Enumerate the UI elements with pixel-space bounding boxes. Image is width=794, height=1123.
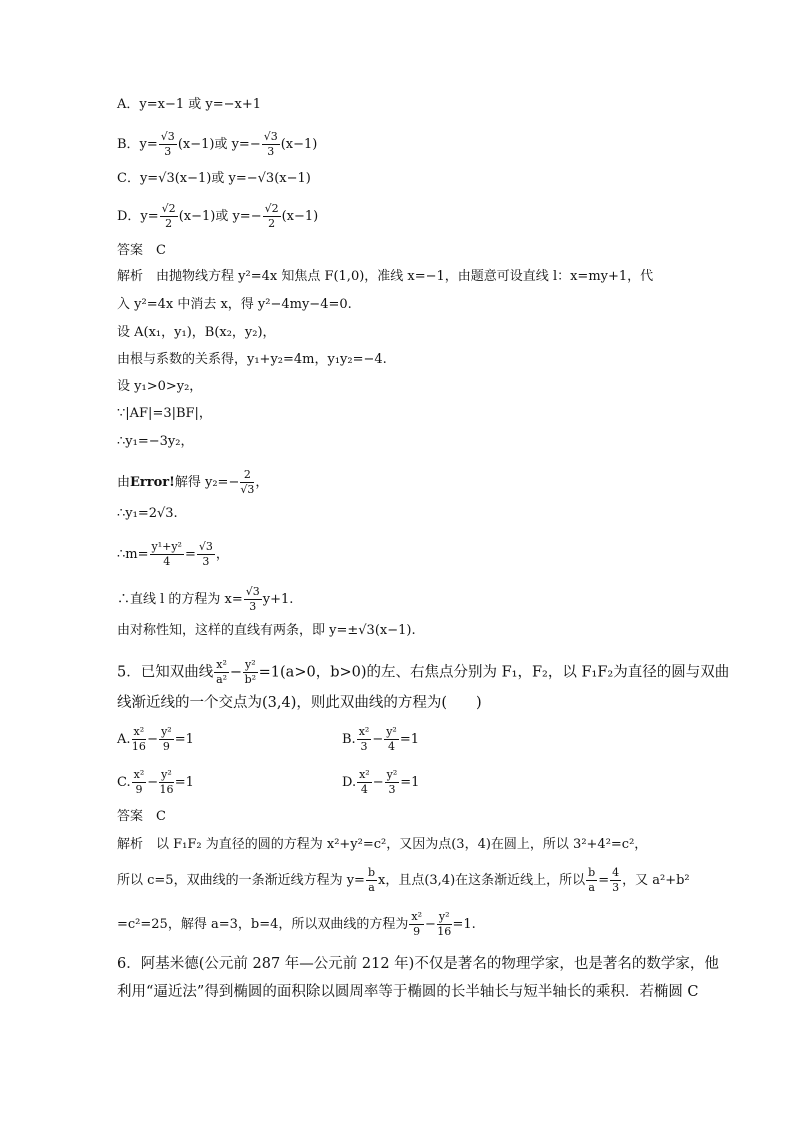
q4-solution-line-12: 由对称性知，这样的直线有两条，即 y=±√3(x−1). — [117, 623, 416, 638]
text: ， — [215, 547, 229, 562]
text: − — [147, 775, 159, 790]
denominator: 9 — [162, 740, 170, 753]
text: =1 — [399, 732, 420, 747]
fraction — [240, 468, 254, 497]
denominator: 9 — [413, 925, 421, 938]
text: y+1. — [262, 592, 294, 607]
q4-option-c: C．y=√3(x−1)或 y=−√3(x−1) — [117, 171, 311, 186]
fraction — [357, 725, 372, 754]
denominator: 3 — [202, 555, 210, 568]
option-label: A. — [117, 732, 131, 747]
numerator: √2 — [264, 202, 279, 215]
numerator: √3 — [245, 585, 260, 598]
error-text: Error! — [130, 475, 175, 490]
q5-option-d — [342, 768, 419, 797]
numerator: √3 — [263, 130, 278, 143]
q6-stem-line-2: 利用“逼近法”得到椭圆的面积除以圆周率等于椭圆的长半轴长与短半轴长的乘积．若椭圆 C — [117, 984, 699, 1000]
numerator: y¹+y² — [151, 540, 182, 553]
q5-option-c — [117, 768, 194, 797]
option-label: B. — [342, 732, 356, 747]
denominator: 16 — [437, 925, 452, 938]
q5-option-b — [342, 725, 419, 754]
q5-solution-line-3 — [117, 910, 476, 939]
q4-solution-line-5: 设 y₁>0>y₂， — [117, 379, 203, 394]
q4-solution-line-7: ∴y₁=−3y₂， — [117, 434, 194, 449]
denominator: 3 — [267, 145, 275, 158]
numerator: y² — [161, 725, 172, 738]
text: 由 — [117, 475, 131, 490]
denominator: a — [588, 881, 595, 894]
fraction — [385, 768, 400, 797]
text: ∴m= — [117, 547, 149, 562]
denominator: 3 — [360, 740, 368, 753]
text: − — [424, 917, 436, 932]
option-label: C. — [117, 775, 131, 790]
q4-option-b-prefix: B．y= — [117, 137, 158, 152]
q5-stem-line-1 — [117, 658, 729, 687]
text: − — [372, 775, 384, 790]
numerator: √2 — [161, 202, 176, 215]
numerator: √3 — [160, 130, 175, 143]
fraction — [610, 866, 621, 895]
q4-solution-line-2: 入 y²=4x 中消去 x，得 y²−4my−4=0. — [117, 297, 352, 312]
denominator: 2 — [165, 217, 173, 230]
denominator: 4 — [360, 783, 368, 796]
q4-solution-line-11 — [117, 585, 293, 614]
denominator: 4 — [163, 555, 171, 568]
numerator: √3 — [198, 540, 213, 553]
text: = — [598, 873, 610, 888]
q4-option-d-middle: (x−1)或 y=− — [178, 209, 262, 224]
text: =c²=25，解得 a=3，b=4，所以双曲线的方程为 — [117, 917, 409, 932]
text: =1 — [174, 732, 194, 747]
numerator: y² — [386, 768, 398, 781]
text: ，又 a²+b² — [622, 873, 690, 888]
q4-option-a: A．y=x−1 或 y=−x+1 — [117, 97, 262, 112]
denominator: b² — [244, 673, 257, 686]
q5-solution-line-2 — [117, 866, 690, 895]
fraction — [263, 202, 281, 231]
denominator: 16 — [131, 740, 146, 753]
text: x，且点(3,4)在这条渐近线上，所以 — [378, 873, 586, 888]
text: =1(a>0，b>0)的左、右焦点分别为 F₁，F₂，以 F₁F₂为直径的圆与双曲 — [258, 664, 730, 681]
numerator: x² — [133, 725, 145, 738]
text: 5．已知双曲线 — [117, 664, 214, 681]
fraction — [384, 725, 399, 754]
numerator: 2 — [240, 468, 254, 483]
option-label: D. — [342, 775, 357, 790]
numerator: y² — [245, 658, 256, 671]
text: 所以 c=5，双曲线的一条渐近线方程为 y= — [117, 873, 365, 888]
denominator: 9 — [135, 783, 143, 796]
text: − — [147, 732, 159, 747]
q6-stem-line-1: 6．阿基米德(公元前 287 年—公元前 212 年)不仅是著名的物理学家，也是著名的数学家，他 — [117, 956, 719, 972]
fraction — [357, 768, 372, 797]
text: ， — [255, 475, 269, 490]
numerator: x² — [216, 658, 227, 671]
denominator: √3 — [240, 483, 255, 496]
fraction — [132, 768, 147, 797]
q4-option-d — [117, 202, 318, 231]
text: =1 — [400, 775, 420, 790]
numerator: b — [588, 866, 596, 879]
q4-solution-line-3: 设 A(x₁，y₁)，B(x₂，y₂)， — [117, 325, 276, 340]
text: − — [372, 732, 384, 747]
denominator: 4 — [388, 740, 396, 753]
text: ∴直线 l 的方程为 x= — [117, 592, 243, 607]
numerator: x² — [359, 768, 370, 781]
fraction — [160, 202, 178, 231]
numerator: y² — [438, 910, 450, 923]
numerator: x² — [358, 725, 370, 738]
q4-option-d-prefix: D．y= — [117, 209, 159, 224]
denominator: 3 — [388, 783, 396, 796]
fraction — [159, 725, 174, 754]
q4-solution-line-6: ∵|AF|=3|BF|， — [117, 406, 212, 421]
fraction — [159, 768, 174, 797]
denominator: a² — [216, 673, 228, 686]
q5-solution-line-1: 解析 以 F₁F₂ 为直径的圆的方程为 x²+y²=c²，又因为点(3，4)在圆上，所以 3²+4²=c²， — [117, 837, 648, 852]
q5-option-a — [117, 725, 194, 754]
fraction — [262, 130, 280, 159]
denominator: 3 — [612, 881, 620, 894]
q4-solution-line-8 — [117, 468, 268, 497]
q4-solution-line-4: 由根与系数的关系得，y₁+y₂=4m，y₁y₂=−4. — [117, 352, 387, 367]
text: =1 — [174, 775, 194, 790]
denominator: 16 — [159, 783, 174, 796]
numerator: x² — [411, 910, 422, 923]
fraction — [586, 866, 597, 895]
q5-answer: 答案 C — [117, 809, 166, 824]
numerator: y² — [161, 768, 172, 781]
text: =1. — [452, 917, 476, 932]
q4-solution-line-1: 解析 由抛物线方程 y²=4x 知焦点 F(1,0)，准线 x=−1，由题意可设直线 l：x=my+1，代 — [117, 269, 654, 284]
fraction — [197, 540, 215, 569]
fraction — [243, 658, 258, 687]
denominator: a — [368, 881, 375, 894]
denominator: 3 — [249, 600, 257, 613]
q4-option-b-suffix: (x−1) — [280, 137, 318, 152]
fraction — [409, 910, 424, 939]
fraction — [244, 585, 262, 614]
q4-answer: 答案 C — [117, 243, 166, 258]
fraction — [437, 910, 452, 939]
fraction — [132, 725, 147, 754]
text: 解得 y₂=− — [174, 475, 240, 490]
text: − — [229, 664, 243, 681]
q4-option-b — [117, 130, 317, 159]
numerator: 4 — [612, 866, 620, 879]
denominator: 3 — [164, 145, 172, 158]
q4-option-b-middle: (x−1)或 y=− — [177, 137, 261, 152]
q5-stem-line-2: 线渐近线的一个交点为(3,4)，则此双曲线的方程为( ) — [117, 695, 482, 711]
fraction — [159, 130, 177, 159]
numerator: b — [367, 866, 375, 879]
fraction — [214, 658, 229, 687]
q4-solution-line-10 — [117, 540, 229, 569]
numerator: x² — [133, 768, 145, 781]
q4-option-d-suffix: (x−1) — [281, 209, 319, 224]
text: = — [184, 547, 196, 562]
denominator: 2 — [268, 217, 276, 230]
fraction — [366, 866, 377, 895]
q4-solution-line-9: ∴y₁=2√3. — [117, 506, 178, 521]
fraction — [150, 540, 184, 569]
numerator: y² — [386, 725, 397, 738]
